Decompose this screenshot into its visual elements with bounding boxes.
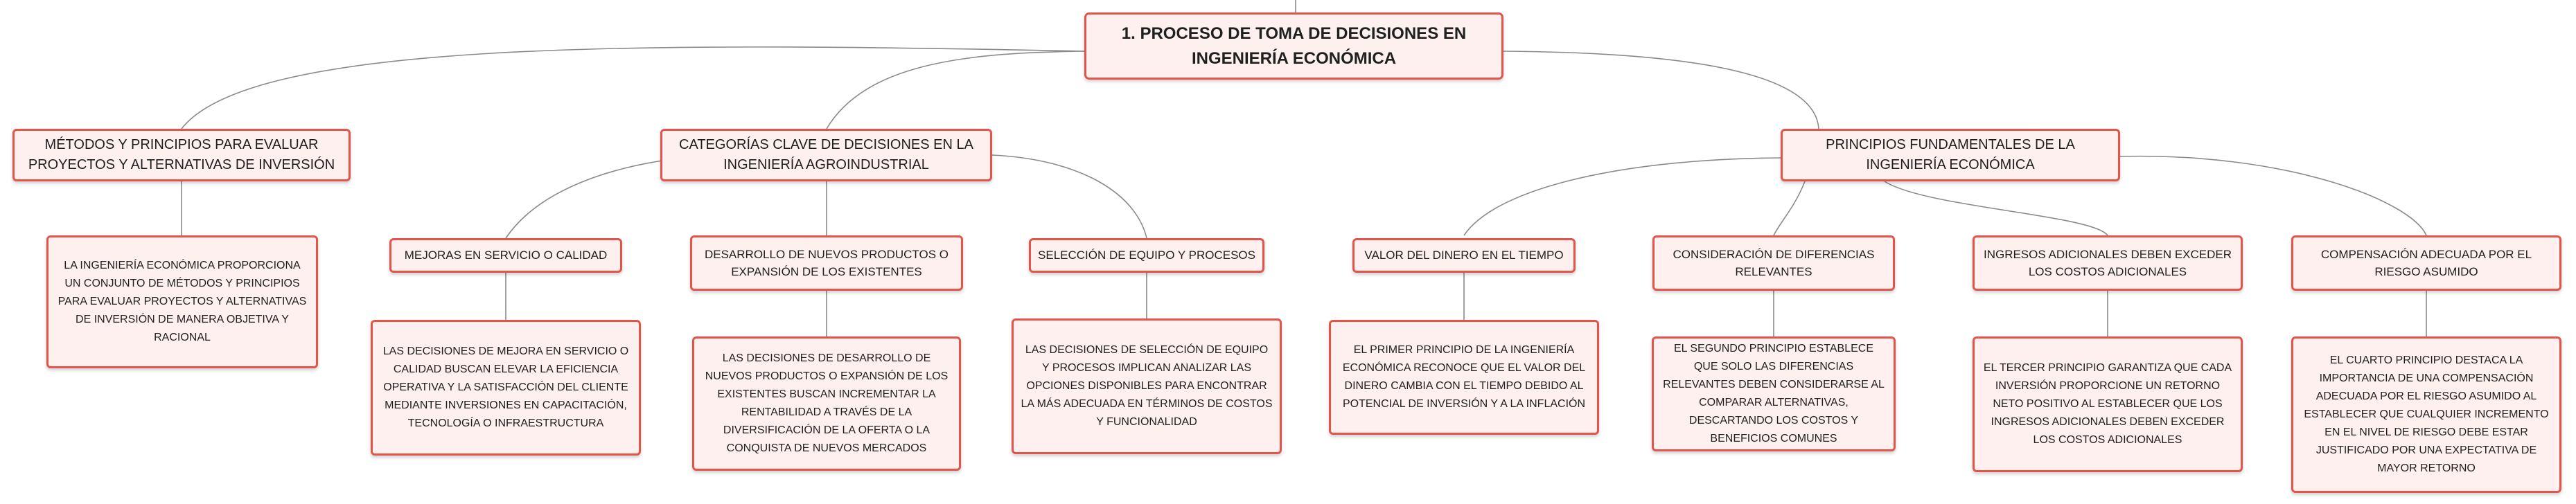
node-compensacion-riesgo[interactable]: COMPENSACIÓN ADECUADA POR EL RIESGO ASUMIDO: [2291, 235, 2561, 291]
root-node[interactable]: 1. PROCESO DE TOMA DE DECISIONES EN INGENIERÍA ECONÓMICA: [1084, 12, 1503, 80]
branch-metodos[interactable]: MÉTODOS Y PRINCIPIOS PARA EVALUAR PROYECTOS Y ALTERNATIVAS DE INVERSIÓN: [12, 129, 351, 181]
detail-diferencias-relevantes[interactable]: EL SEGUNDO PRINCIPIO ESTABLECE QUE SOLO LAS DIFERENCIAS RELEVANTES DEBEN CONSIDERARSE AL COMPARAR ALTERNATIVAS, DESCARTANDO LOS COSTOS Y BENEFICIOS COMUNES: [1652, 336, 1896, 451]
detail-nuevos-productos[interactable]: LAS DECISIONES DE DESARROLLO DE NUEVOS PRODUCTOS O EXPANSIÓN DE LOS EXISTENTES BUSCAN INCREMENTAR LA RENTABILIDAD A TRAVÉS DE LA DIVERSIFICACIÓN DE LA OFERTA O LA CONQUISTA DE NUEVOS MERCADOS: [692, 336, 961, 471]
node-diferencias-relevantes[interactable]: CONSIDERACIÓN DE DIFERENCIAS RELEVANTES: [1652, 235, 1895, 291]
detail-metodos[interactable]: LA INGENIERÍA ECONÓMICA PROPORCIONA UN CONJUNTO DE MÉTODOS Y PRINCIPIOS PARA EVALUAR PROYECTOS Y ALTERNATIVAS DE INVERSIÓN DE MANERA OBJETIVA Y RACIONAL: [46, 235, 318, 368]
branch-categorias[interactable]: CATEGORÍAS CLAVE DE DECISIONES EN LA INGENIERÍA AGROINDUSTRIAL: [660, 129, 992, 181]
node-seleccion-equipo[interactable]: SELECCIÓN DE EQUIPO Y PROCESOS: [1029, 238, 1264, 273]
detail-mejoras-servicio[interactable]: LAS DECISIONES DE MEJORA EN SERVICIO O CALIDAD BUSCAN ELEVAR LA EFICIENCIA OPERATIVA Y LA SATISFACCIÓN DEL CLIENTE MEDIANTE INVERSIONES EN CAPACITACIÓN, TECNOLOGÍA O INFRAESTRUCTURA: [371, 320, 641, 456]
branch-principios[interactable]: PRINCIPIOS FUNDAMENTALES DE LA INGENIERÍA ECONÓMICA: [1781, 129, 2120, 181]
detail-compensacion-riesgo[interactable]: EL CUARTO PRINCIPIO DESTACA LA IMPORTANCIA DE UNA COMPENSACIÓN ADECUADA POR EL RIESGO ASUMIDO AL ESTABLECER QUE CUALQUIER INCREMENTO EN EL NIVEL DE RIESGO DEBE ESTAR JUSTIFICADO POR UNA EXPECTATIVA DE MAYOR RETORNO: [2291, 336, 2561, 493]
node-mejoras-servicio[interactable]: MEJORAS EN SERVICIO O CALIDAD: [389, 238, 622, 273]
detail-valor-dinero[interactable]: EL PRIMER PRINCIPIO DE LA INGENIERÍA ECONÓMICA RECONOCE QUE EL VALOR DEL DINERO CAMBIA CON EL TIEMPO DEBIDO AL POTENCIAL DE INVERSIÓN Y A LA INFLACIÓN: [1329, 320, 1599, 435]
node-valor-dinero[interactable]: VALOR DEL DINERO EN EL TIEMPO: [1352, 238, 1576, 273]
detail-ingresos-adicionales[interactable]: EL TERCER PRINCIPIO GARANTIZA QUE CADA INVERSIÓN PROPORCIONE UN RETORNO NETO POSITIVO AL ESTABLECER QUE LOS INGRESOS ADICIONALES DEBEN EXCEDER LOS COSTOS ADICIONALES: [1973, 336, 2243, 472]
detail-seleccion-equipo[interactable]: LAS DECISIONES DE SELECCIÓN DE EQUIPO Y PROCESOS IMPLICAN ANALIZAR LAS OPCIONES DISPONIBLES PARA ENCONTRAR LA MÁS ADECUADA EN TÉRMINOS DE COSTOS Y FUNCIONALIDAD: [1012, 318, 1282, 454]
node-nuevos-productos[interactable]: DESARROLLO DE NUEVOS PRODUCTOS O EXPANSIÓN DE LOS EXISTENTES: [690, 235, 963, 291]
node-ingresos-adicionales[interactable]: INGRESOS ADICIONALES DEBEN EXCEDER LOS COSTOS ADICIONALES: [1973, 235, 2243, 291]
